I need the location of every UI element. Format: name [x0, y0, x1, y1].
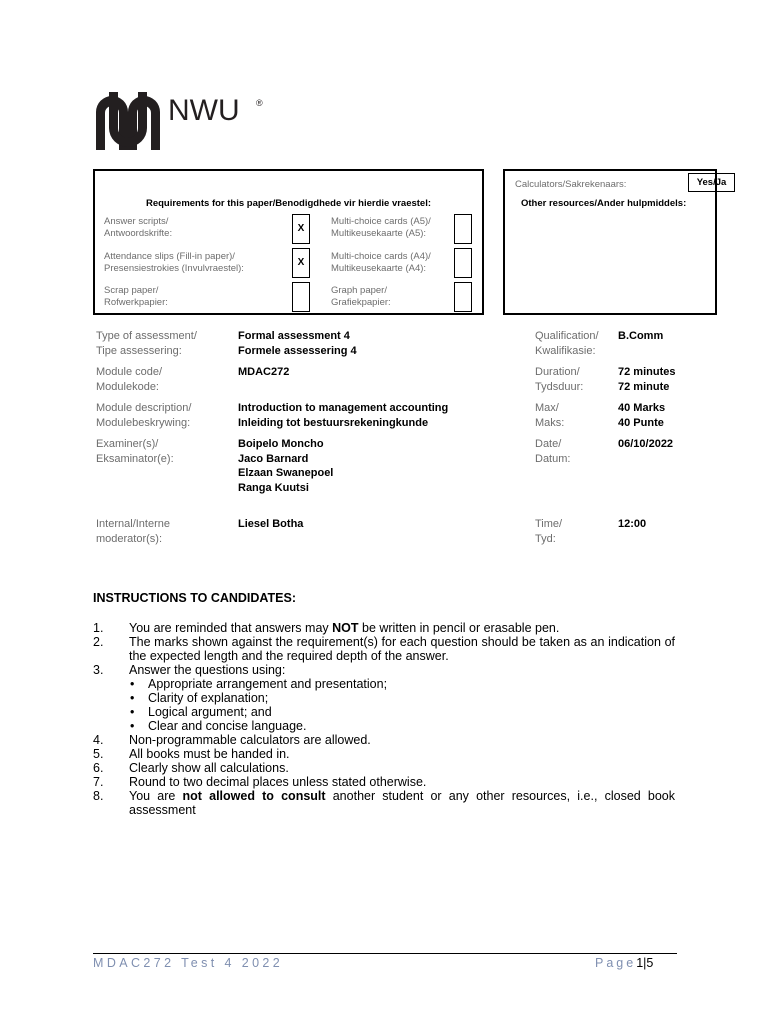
module-code-value: MDAC272 — [238, 366, 290, 378]
calculators-value: Yes/Ja — [688, 173, 735, 192]
requirements-box — [93, 169, 484, 315]
date-value: 06/10/2022 — [618, 438, 674, 450]
module-code-label: Module code/ Modulekode: — [96, 366, 163, 393]
req-answer-scripts-checkbox[interactable]: X — [292, 214, 310, 244]
nwu-wordmark: NWU — [168, 94, 240, 127]
req-mc-a4-label: Multi-choice cards (A4)/ Multikeusekaarte (A4): — [331, 251, 431, 274]
requirements-title: Requirements for this paper/Benodigdhede vir hierdie vraestel: — [145, 198, 432, 209]
req-scrap-paper-label: Scrap paper/ Rofwerkpapier: — [104, 285, 168, 308]
max-label: Max/ Maks: — [535, 402, 565, 429]
qualification-label: Qualification/ Kwalifikasie: — [535, 330, 599, 357]
footer-divider — [93, 953, 677, 954]
nwu-logo — [94, 88, 274, 154]
moderator-value: Liesel Botha — [238, 518, 304, 530]
time-value: 12:00 — [618, 518, 647, 530]
examiner-name: Jaco Barnard — [238, 452, 309, 465]
date-label: Date/ Datum: — [535, 438, 571, 465]
instructions-title: INSTRUCTIONS TO CANDIDATES: — [93, 591, 297, 605]
examiner-name: Boipelo Moncho — [238, 438, 324, 450]
nwu-emblem-icon — [94, 88, 162, 154]
page-number: Page1|5 — [595, 956, 654, 970]
req-graph-paper-label: Graph paper/ Grafiekpapier: — [331, 285, 391, 308]
qualification-value: B.Comm — [618, 330, 664, 342]
req-scrap-paper-checkbox[interactable] — [292, 282, 310, 312]
registered-mark: ® — [256, 98, 263, 108]
moderator-label: Internal/Interne moderator(s): — [96, 518, 170, 545]
duration-value: 72 minutes 72 minute — [618, 366, 676, 393]
examiners-label: Examiner(s)/ Eksaminator(e): — [96, 438, 174, 465]
examiner-name: Ranga Kuutsi — [238, 481, 309, 494]
module-description-label: Module description/ Modulebeskrywing: — [96, 402, 192, 429]
req-answer-scripts-label: Answer scripts/ Antwoordskrifte: — [104, 216, 173, 239]
calculators-label: Calculators/Sakrekenaars: — [515, 179, 627, 190]
resources-box — [503, 169, 727, 315]
examiner-name: Elzaan Swanepoel — [238, 467, 334, 479]
time-label: Time/ Tyd: — [535, 518, 563, 545]
instruction-item: 8. You are not allowed to consult another student or any other resources, i.e., closed book assessment — [93, 789, 676, 817]
req-attendance-checkbox[interactable]: X — [292, 248, 310, 278]
module-description-value: Introduction to management accounting Inleiding tot bestuursrekeningkunde — [238, 402, 449, 429]
type-of-assessment-label: Type of assessment/ Tipe assessering: — [96, 330, 197, 357]
req-mc-a5-label: Multi-choice cards (A5)/ Multikeusekaarte (A5): — [331, 216, 431, 239]
req-mc-a4-checkbox[interactable] — [454, 248, 472, 278]
req-graph-paper-checkbox[interactable] — [454, 282, 472, 312]
instruction-item: 2. The marks shown against the requirement(s) for each question should be taken as an indication of the expected length and the required depth of the answer. — [93, 635, 675, 663]
duration-label: Duration/ Tydsduur: — [535, 366, 584, 393]
other-resources-label: Other resources/Ander hulpmiddels: — [521, 198, 687, 209]
max-value: 40 Marks 40 Punte — [618, 402, 666, 429]
req-attendance-label: Attendance slips (Fill-in paper)/ Presensiestrokies (Invulvraestel): — [104, 251, 244, 274]
req-mc-a5-checkbox[interactable] — [454, 214, 472, 244]
type-of-assessment-value: Formal assessment 4 Formele assessering 4 — [238, 330, 357, 357]
examiners-value — [238, 437, 333, 495]
footer-title: MDAC272 Test 4 2022 — [93, 956, 284, 970]
